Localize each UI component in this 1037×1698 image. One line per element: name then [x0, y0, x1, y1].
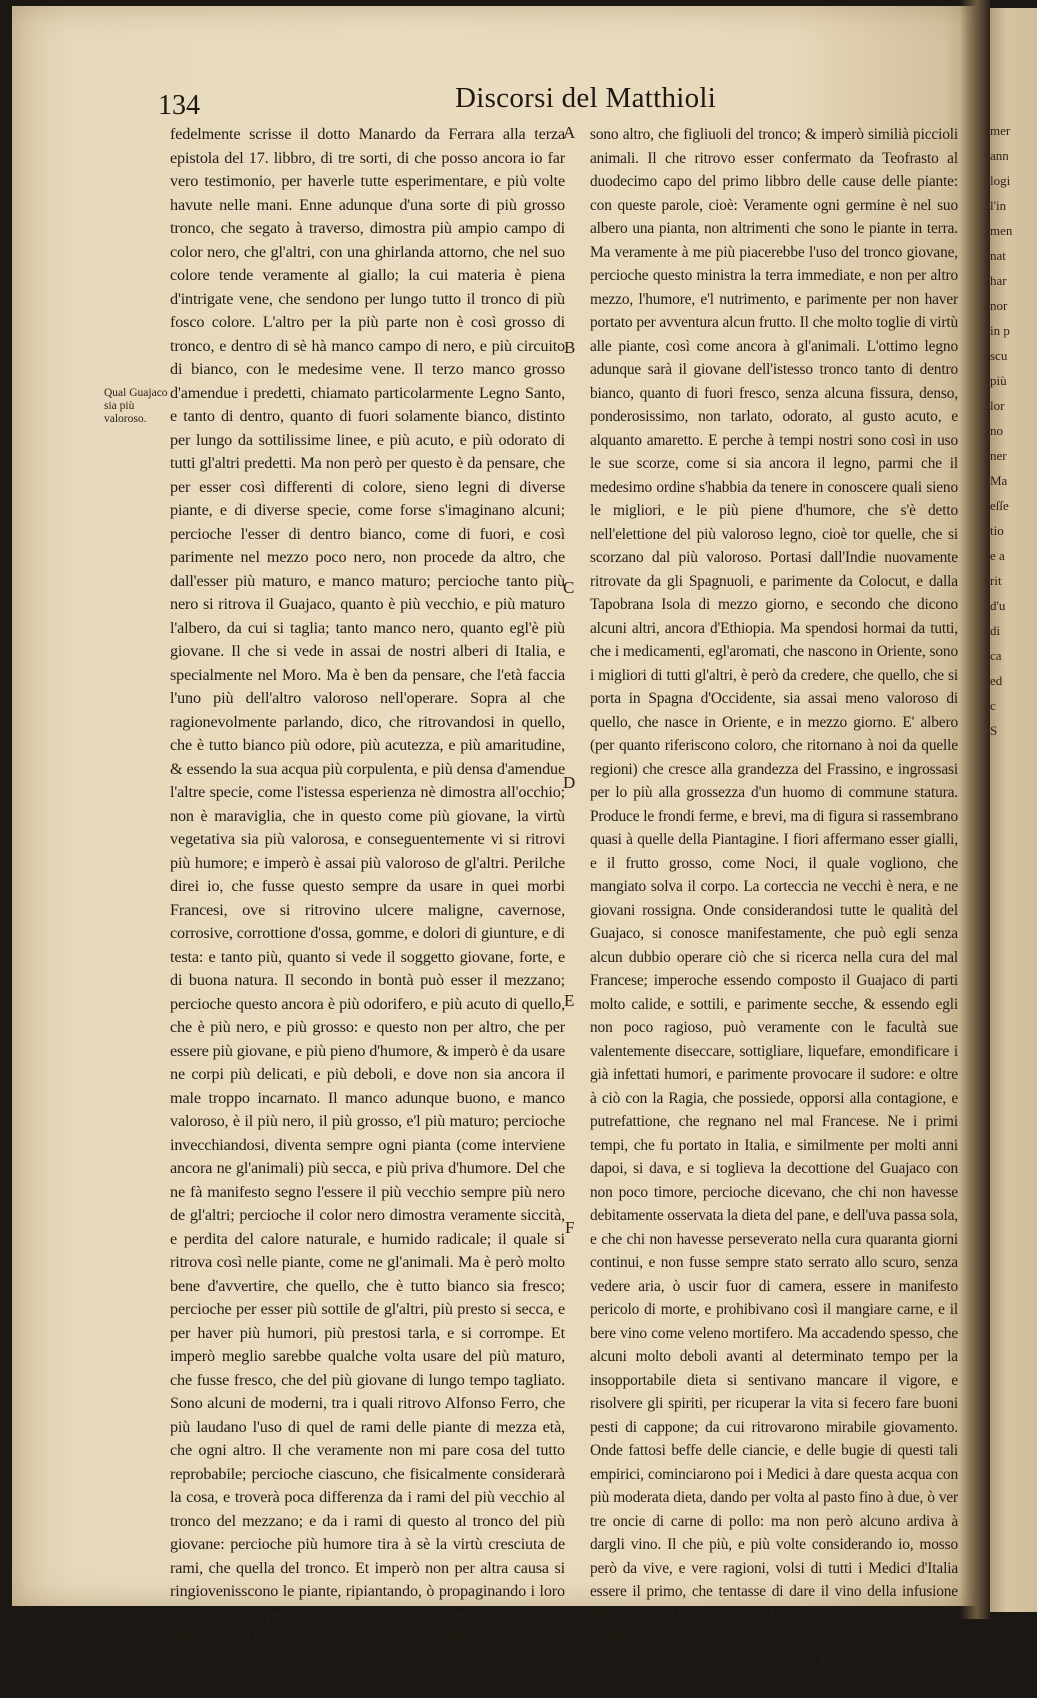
left-column-text: fedelmente scrisse il dotto Manardo da Ferrara alla terza epistola del 17. libbro, di tre sorti, di che posso ancora io far vero testimonio, per haverle tutte esperimentare, e più volte havute nelle mani. Enne adunque d'una sorte di più grosso tronco, che segato à traverso, dimostra più ampio campo di color nero, che gl'altri, con una ghirlanda attorno, che nel suo colore tende veramente al giallo; la cui materia è piena d'intrigate vene, che sendono per lungo tutto il tronco di più fosco colore. L'altro per la più parte non è così grosso di tronco, e dentro di sè hà manco campo di nero, e più circuito di bianco, con le medesime vene. Il terzo manco grosso d'amendue i predetti, chiamato particolarmente Legno Santo, e tanto di dentro, quanto di fuori solamente bianco, distinto per lungo da sottilissime linee, e più acuto, e più odorato di tutti gl'altri predetti. Ma non però per questo è da pensare, che per esser così differenti di colore, sieno legni di diverse piante, e di diverse specie, come forse s'imaginano alcuni; percioche l'esser di dentro bianco, come di fuori, e così parimente nel mezzo poco nero, non procede da altro, che dall'esser più maturo, e manco maturo; percioche tanto più nero si ritrova il Guajaco, quanto è più vecchio, e più maturo l'albero, da cui si taglia; tanto manco nero, quanto egl'è più giovane. Il che si vede in assai de nostri alberi di Italia, e specialmente nel Moro. Ma è ben da pensare, che l'età faccia l'uno più dell'altro valoroso nell'operare. Sopra al che ragionevolmente parlando, dico, che ritrovandosi in quello, che è tutto bianco più odore, più acutezza, e più amaritudine, & essendo la sua acqua più corpulenta, e più densa d'amendue l'altre specie, come l'istessa esperienza nè dimostra all'occhio; non è maraviglia, che in questo come più giovane, la virtù vegetativa sia più valorosa, e conseguentemente vi si ritrovi più humore; e imperò è assai più valoroso de gl'altri. Perilche direi io, che fusse questo sempre da usare in quei morbi Francesi, ove si ritrovino ulcere maligne, cavernose, corrosive, corrottione d'ossa, gomme, e dolori di giunture, e di testa: e tanto più, quanto si vede il soggetto giovane, forte, e di buona natura. Il secondo in bontà può esser il mezzano; percioche questo ancora è più odorifero, e più acuto di quello, che è più nero, e più grosso: e questo non per altro, che per essere più giovane, e più pieno d'humore, & imperò è da usare ne corpi più delicati, e più deboli, e dove non sia ancora il male troppo incarnato. Il manco adunque buono, e manco valoroso, è il più nero, il più grosso, e'l più maturo; percioche invecchiandosi, diventa sempre ogni pianta (come interviene ancora ne gl'animali) più secca, e più priva d'humore. Del che ne fà manifesto segno l'essere il più vecchio sempre più nero de gl'altri; percioche il color nero dimostra veramente siccità, e perdita del calore naturale, e humido radicale; il quale si ritrova così nelle piante, come ne gl'animali. Ma è però molto bene d'avvertire, che quello, che è tutto bianco sia fresco; percioche per esser più sottile de gl'altri, più presto si secca, e per haver più humori, più prestosi tarla, e si corrompe. Et imperò meglio sarebbe qualche volta usare del più maturo, che fusse fresco, che del più giovane di lungo tempo tagliato. Sono alcuni de moderni, tra i quali ritrovo Alfonso Ferro, che più laudano l'uso di quel de rami delle piante di mezza età, che ogni altro. Il che veramente non mi pare cosa del tutto reprobabile; percioche ciascuno, che fisicalmente considerarà la cosa, e troverà poca differenza da i rami del più vecchio al tronco del mezzano; e da i rami di questo al tronco del più giovane: percioche più humore tira à sè la virtù cresciuta de rami, che quella del tronco. Et imperò non per altra causa si ringiovenisscono le piante, ripiantando, ò propaginando i loro rami, se non perche hanno in sè quel medesimo humido radicale, che hanno i giovani; percioche i rami non	[170, 125, 565, 1647]
section-letter-e: E	[564, 991, 575, 1010]
facing-page-text: mer ann logi l'in men nat har nor in p scu più lor no ner Ma eſſe tio e a rit d'u di ca ed c S	[990, 123, 1013, 738]
section-letter-b: B	[564, 338, 576, 357]
section-letter-a: A	[563, 123, 576, 142]
marginal-note: Qual Guajaco sia più valoroso.	[104, 387, 168, 425]
left-text-column	[170, 123, 565, 1647]
facing-page-fragment	[986, 8, 1037, 1612]
page-number: 134	[158, 90, 200, 121]
section-letter-c: C	[563, 578, 575, 597]
section-letter-f: F	[565, 1218, 575, 1237]
section-letter-d: D	[563, 773, 576, 792]
running-head: Discorsi del Matthioli	[455, 82, 717, 114]
right-column-text: sono altro, che figliuoli del tronco; & imperò similià piccioli animali. Il che ritrovo esser confermato da Teofrasto al duodecimo capo del primo libbro delle cause delle piante: con queste parole, cioè: Veramente ogni germine è nel suo albero una pianta, non altrimenti che sono le piante in terra. Ma veramente à me più piacerebbe l'uso del tronco giovane, percioche questo ministra la terra immediate, e non per altro mezzo, l'humore, e'l nutrimento, e parimente per non haver portato per avventura alcun frutto. Il che molto toglie di virtù alle piante, così come ancora à gl'animali. L'ottimo legno adunque sarà il giovane dell'istesso tronco tanto di dentro bianco, quanto di fuori fresco, senza alcuna fissura, denso, ponderosissimo, non tarlato, odorato, al gusto acuto, e alquanto amaretto. E perche à tempi nostri sono così in uso le sue scorze, come si sia ancora il legno, parmi che il medesimo ordine s'habbia da tenere in conoscere quali sieno le migliori, e le più piene d'humore, che s'è detto nell'elettione del più valoroso legno, cioè tor quelle, che si scorzano dal più valoroso. Portasi dall'Indie nuovamente ritrovate da gli Spagnuoli, e parimente da Colocut, e dalla Tapobrana Isola di mezzo giorno, e secondo che dicono alcuni altri, ancora d'Ethiopia. Ma spendosi hormai da tutti, che i medicamenti, egl'aromati, che nascono in Oriente, sono i migliori di tutti gl'altri, è però da credere, che quello, che si porta in Spagna d'Occidente, sia assai meno valoroso di quello, che nasce in Oriente, e in mezzo giorno. E' albero (per quanto riferiscono coloro, che ritornano à noi da quelle regioni) che cresce alla grandezza del Frassino, e ingrossasi per lo più alla grossezza d'un huomo di commune statura. Produce le frondi ferme, e brevi, ma di figura si rassembrano quasi à quelle della Piantagine. I fiori affermano esser gialli, e il frutto grosso, come Noci, il quale vogliono, che mangiato solva il corpo. La corteccia ne vecchi è nera, e ne giovani rossigna. Onde considerandosi tutte le qualità del Guajaco, si conosce manifestamente, che può egli senza alcun dubbio operare ciò che si ricerca nella cura del mal Francese; imperoche essendo composto il Guajaco di parti molto calide, e sottili, e parimente secche, & essendo egli non poco ragioso, può veramente con le facultà sue valentemente diseccare, sottigliare, liquefare, emondificare i già infettati humori, e parimente provocare il sudore: e oltre à ciò con la Ragia, che possiede, opporsi alla contagione, e putrefattione, che regnano nel mal Francese. Ne i primi tempi, che fu portato in Italia, e similmente per molti anni dapoi, si dava, e si toglieva la decottione del Guajaco con non poco timore, percioche dicevano, che chi non havesse debitamente osservata la dieta del pane, e dell'uva passa sola, e che chi non havesse perseverato nella cura quaranta giorni continui, e non fusse sempre stato serrato allo scuro, senza vedere aria, ò uscir fuor di camera, essere in manifesto pericolo di morte, e prohibivano così il mangiare carne, e il bere vino come veleno mortifero. Ma accadendo spesso, che alcuni molto deboli avanti al determinato tempo per la insopportabile dieta si sentivano mancare il vigore, e risolvere gli spiriti, per ricuperar la vita si fecero fare buoni pesti di cappone; da cui ritrovarono mirabile giovamento. Onde fattosi beffe delle ciancie, e delle bugie di questi tali empirici, cominciarono poi i Medici à dare questa acqua con più moderata dieta, dando per volta al pasto fino à due, ò ver tre oncie di carne di pollo: ma non però alcuno ardiva à dargli vino. Il che più, e più volte considerando io, mosso però da vive, e vere ragioni, volsi di tutti i Medici d'Italia essere il primo, che tentasse di dare il vino della infusione del legno nella cura del mal Francese. Il che succedendomi meglio nelle materie, e complessioni frigide, che la decottione sola dell'acqua, fù causa di farmene far publica men-	[590, 126, 958, 1694]
book-gutter	[960, 0, 990, 1619]
right-text-column	[590, 123, 958, 1694]
